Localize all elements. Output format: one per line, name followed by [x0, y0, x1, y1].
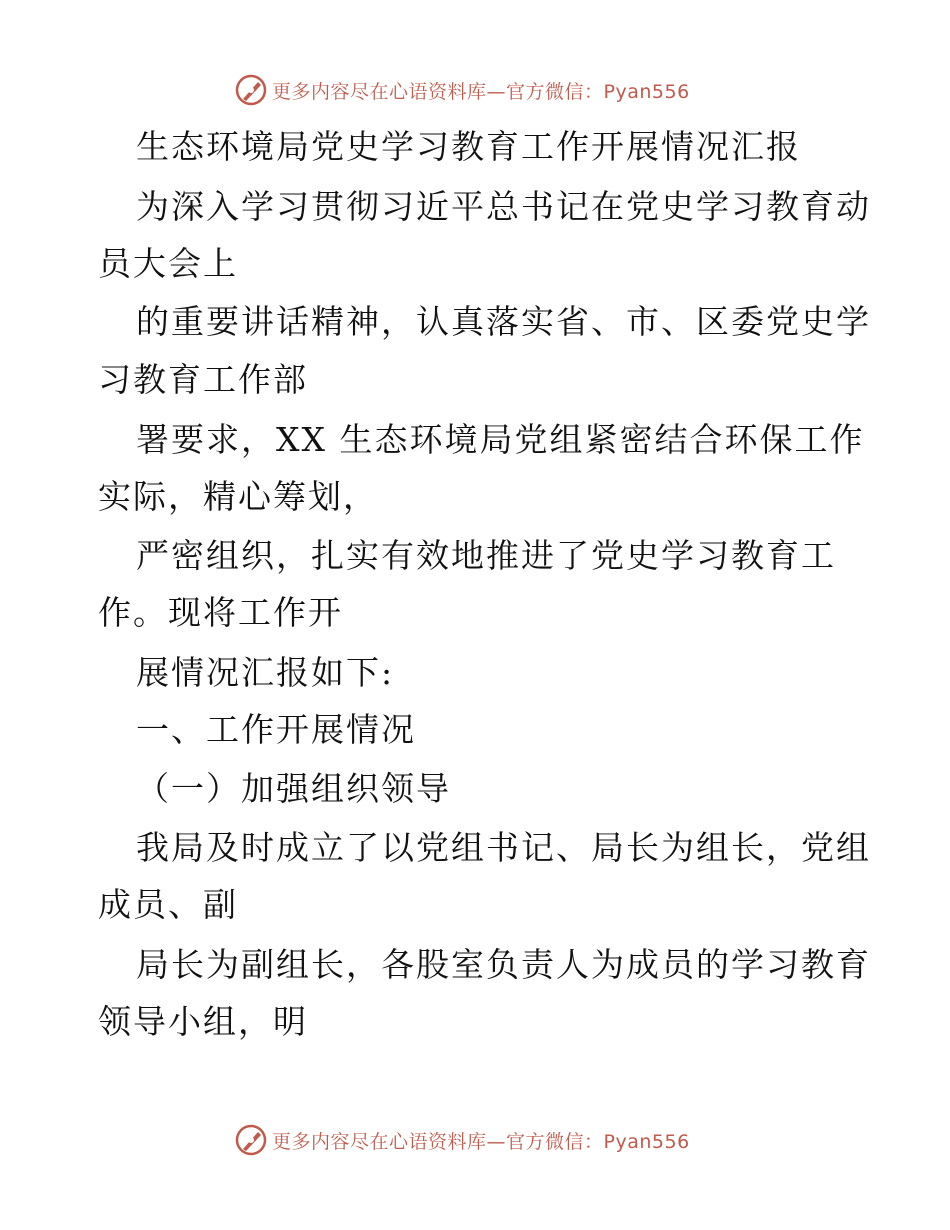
paragraph-line: 实际，精心筹划， — [98, 477, 378, 516]
paragraph-line: 展情况汇报如下: — [136, 653, 395, 692]
watermark-header — [234, 72, 690, 108]
paragraph-line: 成员、副 — [98, 885, 238, 924]
section-heading: 一、工作开展情况 — [136, 710, 416, 749]
paragraph-line: 员大会上 — [98, 244, 238, 283]
paragraph-line: 我局及时成立了以党组书记、局长为组长，党组 — [136, 828, 871, 867]
watermark-text: 更多内容尽在心语资料库—官方微信：Pyan556 — [272, 80, 690, 103]
paragraph-line: 领导小组，明 — [98, 1002, 308, 1041]
pen-logo-icon — [234, 73, 268, 107]
paragraph-line: 习教育工作部 — [98, 360, 308, 399]
paragraph-line: 的重要讲话精神，认真落实省、市、区委党史学 — [136, 302, 871, 341]
document-title: 生态环境局党史学习教育工作开展情况汇报 — [136, 127, 801, 166]
paragraph-line: 局长为副组长，各股室负责人为成员的学习教育 — [136, 945, 871, 984]
subsection-heading: （一）加强组织领导 — [136, 769, 451, 808]
paragraph-line: 严密组织，扎实有效地推进了党史学习教育工 — [136, 536, 836, 575]
watermark-footer — [234, 1122, 690, 1158]
pen-logo-icon — [234, 1123, 268, 1157]
paragraph-line: 作。现将工作开 — [98, 593, 343, 632]
watermark-text: 更多内容尽在心语资料库—官方微信：Pyan556 — [272, 1130, 690, 1153]
paragraph-line: 为深入学习贯彻习近平总书记在党史学习教育动 — [136, 187, 871, 226]
paragraph-line: 署要求，XX 生态环境局党组紧密结合环保工作 — [136, 420, 865, 459]
